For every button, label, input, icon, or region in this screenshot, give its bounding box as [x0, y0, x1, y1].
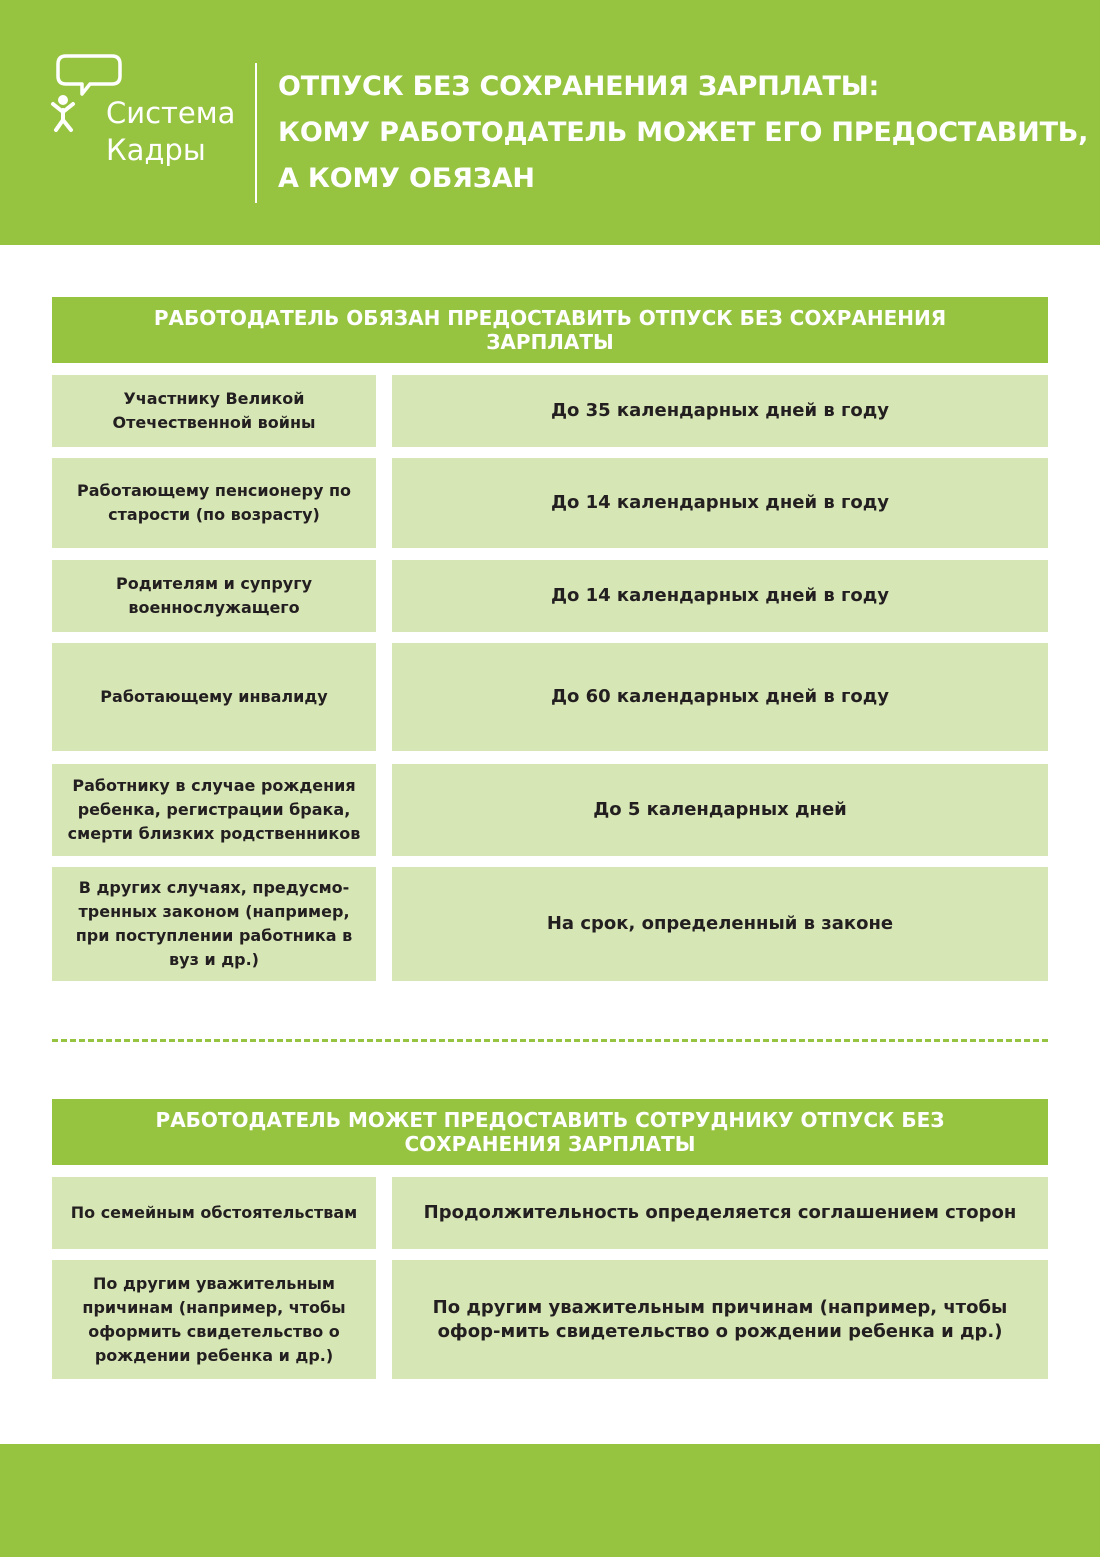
mandatory-who-3: Родителям и супругу военнослужащего — [52, 560, 376, 632]
mandatory-who-5: Работнику в случае рождения ребенка, регистрации брака, смерти близких родственников — [52, 764, 376, 856]
page-title-line-3: А КОМУ ОБЯЗАН — [278, 163, 535, 194]
footer-band — [0, 1444, 1100, 1557]
mandatory-duration-6: На срок, определенный в законе — [392, 867, 1048, 981]
mandatory-duration-4: До 60 календарных дней в году — [392, 643, 1048, 751]
page-title-line-1: ОТПУСК БЕЗ СОХРАНЕНИЯ ЗАРПЛАТЫ: — [278, 71, 880, 102]
mandatory-section-heading: РАБОТОДАТЕЛЬ ОБЯЗАН ПРЕДОСТАВИТЬ ОТПУСК БЕЗ СОХРАНЕНИЯ ЗАРПЛАТЫ — [52, 297, 1048, 363]
header-divider — [255, 63, 257, 203]
mandatory-who-2: Работающему пенсионеру по старости (по возрасту) — [52, 458, 376, 548]
mandatory-duration-5: До 5 календарных дней — [392, 764, 1048, 856]
optional-who-2: По другим уважительным причинам (например, чтобы оформить свидетельство о рождении ребенка и др.) — [52, 1260, 376, 1379]
mandatory-duration-2: До 14 календарных дней в году — [392, 458, 1048, 548]
mandatory-who-4: Работающему инвалиду — [52, 643, 376, 751]
page-title-line-2: КОМУ РАБОТОДАТЕЛЬ МОЖЕТ ЕГО ПРЕДОСТАВИТЬ, — [278, 117, 1089, 148]
logo — [50, 52, 240, 172]
optional-duration-2: По другим уважительным причинам (например, чтобы офор-мить свидетельство о рождении ребенка и др.) — [392, 1260, 1048, 1379]
mandatory-who-6: В других случаях, предусмо-тренных законом (например, при поступлении работника в вуз и др.) — [52, 867, 376, 981]
logo-word-1: Система — [106, 96, 236, 130]
optional-section-heading: РАБОТОДАТЕЛЬ МОЖЕТ ПРЕДОСТАВИТЬ СОТРУДНИКУ ОТПУСК БЕЗ СОХРАНЕНИЯ ЗАРПЛАТЫ — [52, 1099, 1048, 1165]
mandatory-duration-3: До 14 календарных дней в году — [392, 560, 1048, 632]
optional-who-1: По семейным обстоятельствам — [52, 1177, 376, 1249]
mandatory-duration-1: До 35 календарных дней в году — [392, 375, 1048, 447]
optional-duration-1: Продолжительность определяется соглашением сторон — [392, 1177, 1048, 1249]
logo-word-2: Кадры — [106, 133, 206, 167]
mandatory-who-1: Участнику Великой Отечественной войны — [52, 375, 376, 447]
page-title — [278, 64, 1089, 202]
section-divider — [52, 1039, 1048, 1042]
